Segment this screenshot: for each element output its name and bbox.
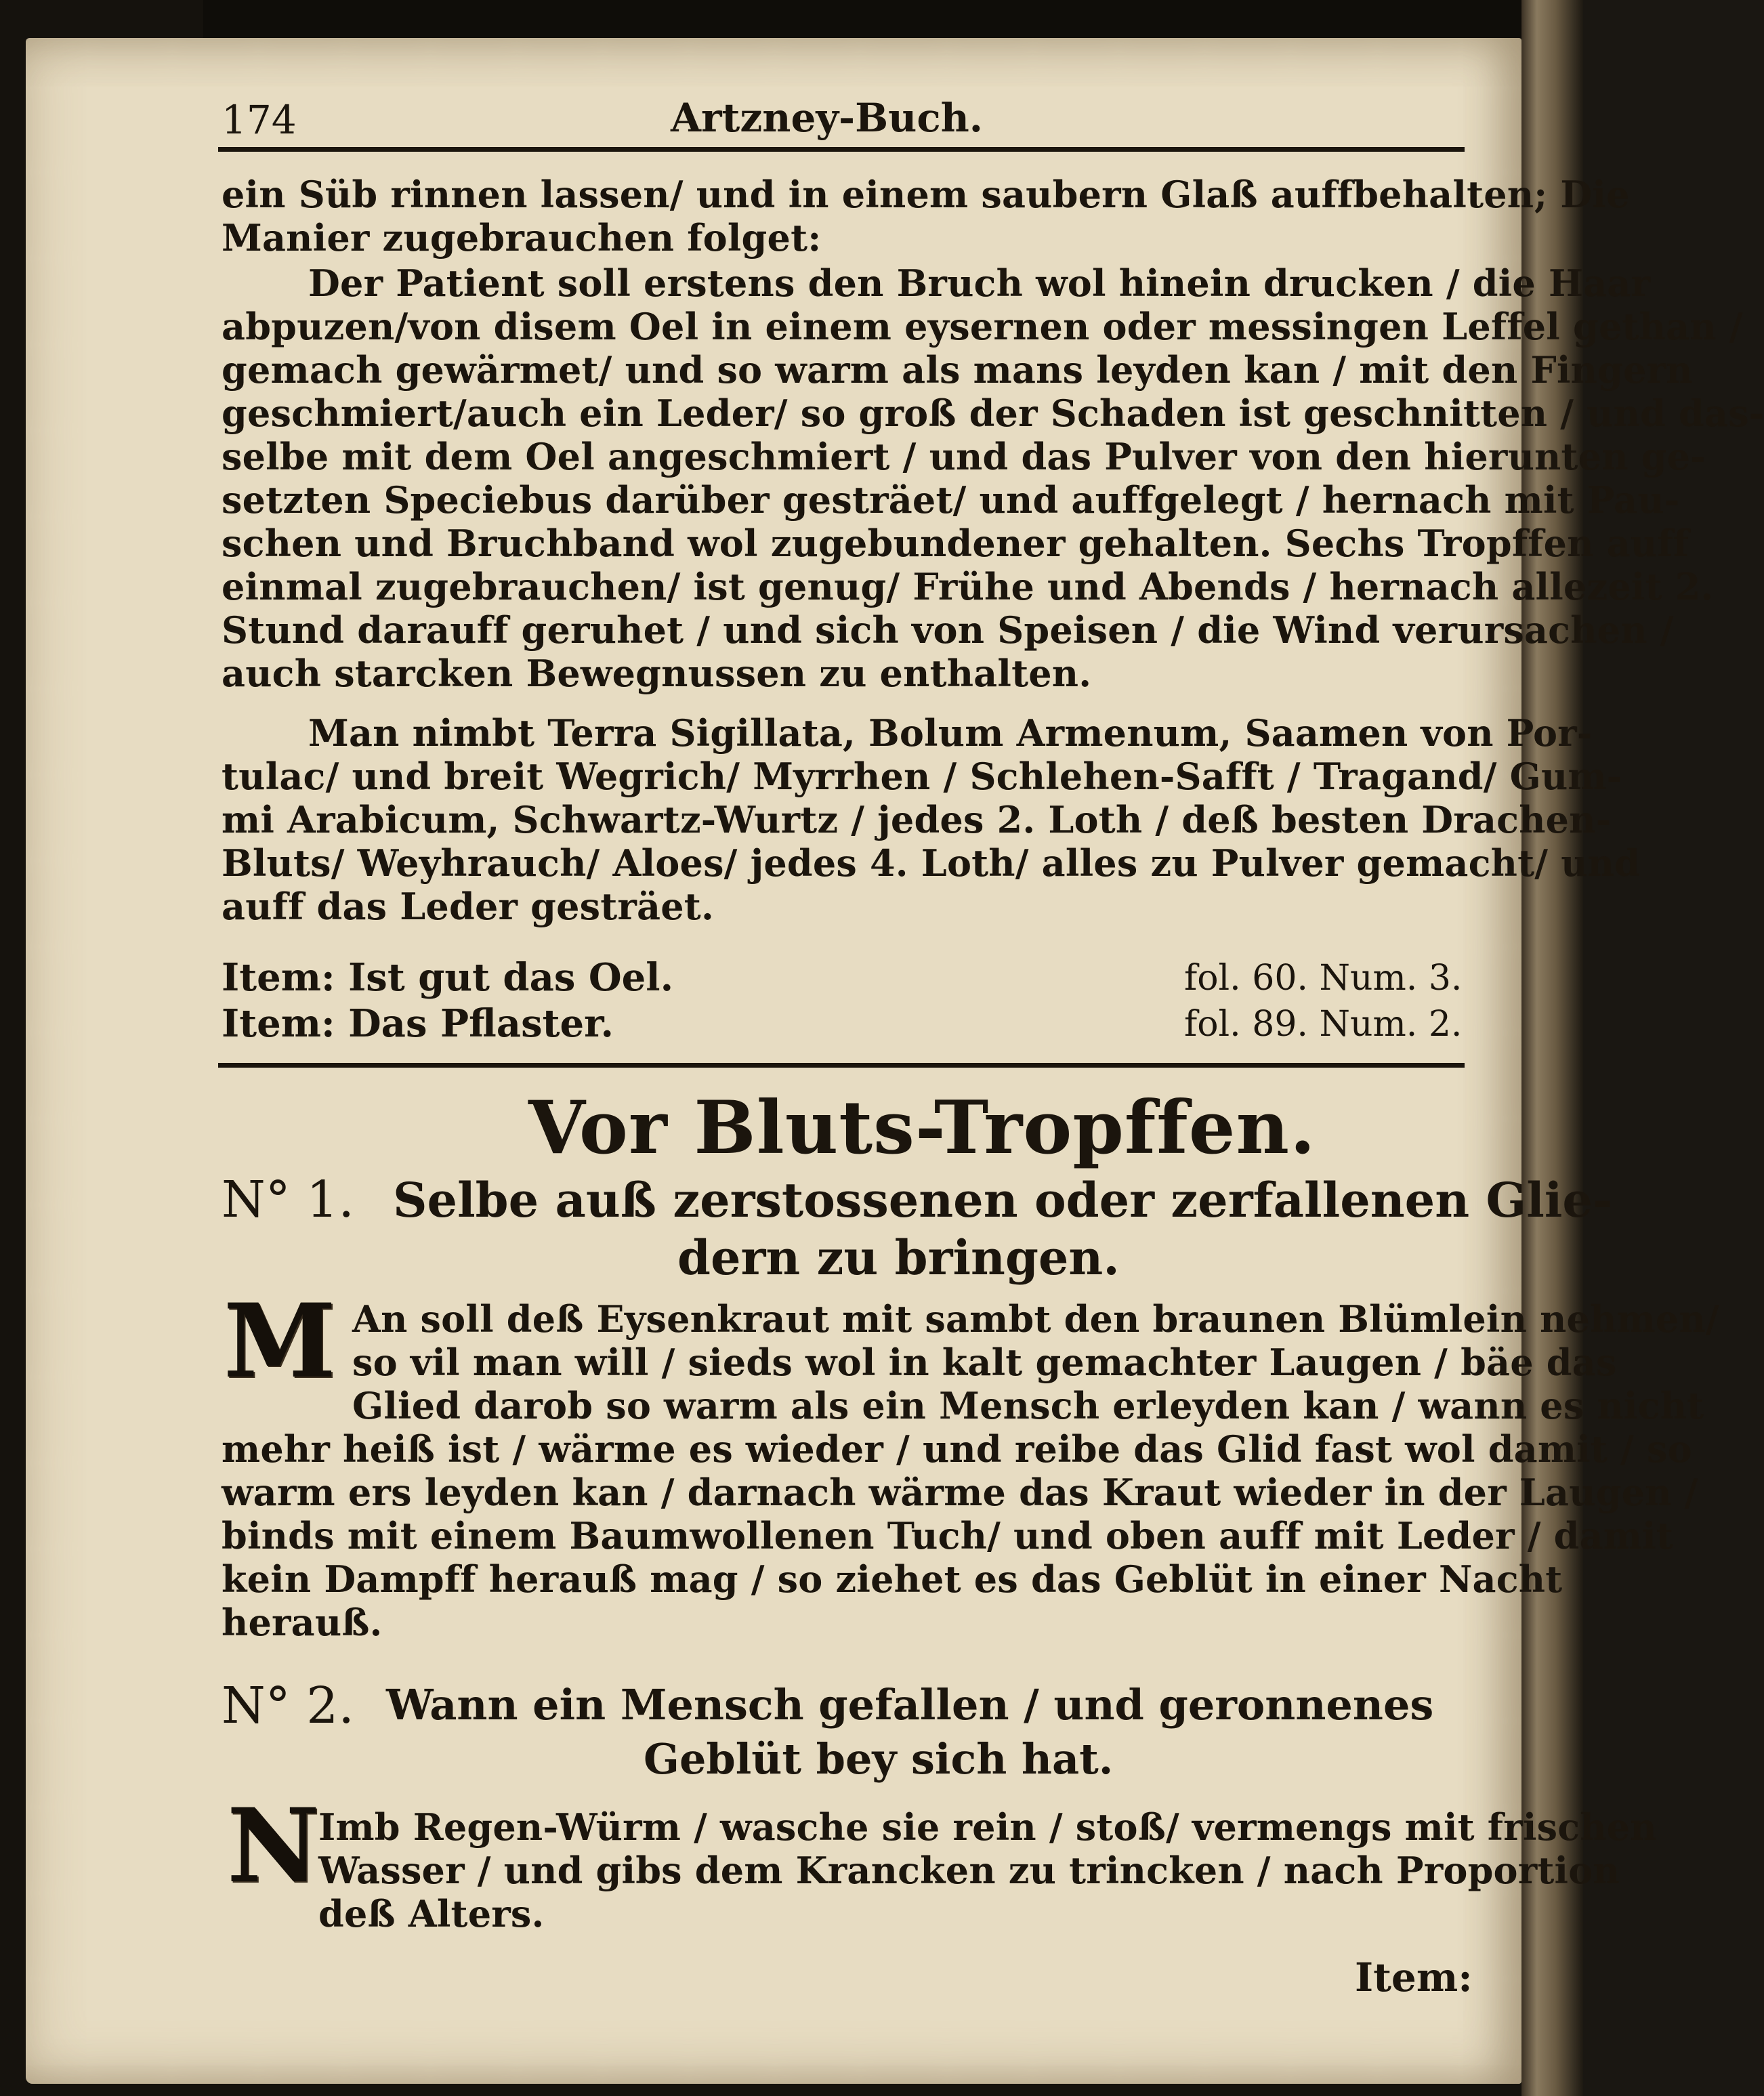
reference-label: Item: Ist gut das Oel.	[222, 955, 674, 1000]
page-number: 174	[222, 97, 297, 143]
ingredients-line: Man nimbt Terra Sigillata, Bolum Armenum, Saamen von Por-	[308, 711, 1593, 755]
reference-location: fol. 89. Num. 2.	[1184, 1004, 1463, 1045]
recipe-title: Wann ein Mensch gefallen / und geronnenes	[386, 1680, 1434, 1730]
catchword: Item:	[1355, 1954, 1473, 2000]
recipe-title: Geblüt bey sich hat.	[644, 1734, 1114, 1784]
section-title: Vor Bluts-Tropffen.	[528, 1085, 1316, 1171]
recipe-number: N° 2.	[222, 1677, 354, 1735]
reference-location: fol. 60. Num. 3.	[1184, 958, 1463, 999]
recipe-line: mehr heiß ist / wärme es wieder / und reibe das Glid fast wol damit / so	[222, 1427, 1692, 1471]
patient-line: selbe mit dem Oel angeschmiert / und das Pulver von den hierunten ge-	[222, 435, 1706, 478]
recipe-line: An soll deß Eysenkraut mit sambt den braunen Blümlein nehmen/	[352, 1297, 1719, 1341]
drop-capital: M	[224, 1282, 337, 1401]
continued-line: Manier zugebrauchen folget:	[222, 216, 822, 259]
patient-line: auch starcken Bewegnussen zu enthalten.	[222, 652, 1092, 695]
section-rule	[218, 1063, 1465, 1068]
patient-line: gemach gewärmet/ und so warm als mans leyden kan / mit den Fingern	[222, 348, 1693, 392]
recipe-line: deß Alters.	[318, 1892, 545, 1935]
recipe-line: herauß.	[222, 1601, 383, 1644]
reference-label: Item: Das Pflaster.	[222, 1001, 614, 1046]
patient-line: setzten Speciebus darüber gesträet/ und auffgelegt / hernach mit Pau-	[222, 478, 1680, 522]
header-rule	[218, 147, 1465, 152]
running-title: Artzney-Buch.	[671, 95, 983, 141]
recipe-line: kein Dampff herauß mag / so ziehet es das Geblüt in einer Nacht	[222, 1557, 1563, 1601]
recipe-line: Glied darob so warm als ein Mensch erleyden kan / wann es nicht	[352, 1384, 1704, 1427]
continued-line: ein Süb rinnen lassen/ und in einem saubern Glaß auffbehalten; Die	[222, 173, 1630, 216]
patient-line: geschmiert/auch ein Leder/ so groß der Schaden ist geschnitten / und das-	[222, 392, 1764, 435]
recipe-title: dern zu bringen.	[677, 1230, 1120, 1286]
recipe-title: Selbe auß zerstossenen oder zerfallenen Glie-	[393, 1172, 1613, 1228]
ingredients-line: auff das Leder gesträet.	[222, 885, 714, 928]
patient-line: Der Patient soll erstens den Bruch wol hinein drucken / die Haar	[308, 261, 1651, 305]
recipe-line: Imb Regen-Würm / wasche sie rein / stoß/ vermengs mit frischen	[318, 1805, 1657, 1849]
recipe-line: Wasser / und gibs dem Krancken zu trincken / nach Proportion	[318, 1849, 1620, 1892]
patient-line: schen und Bruchband wol zugebundener gehalten. Sechs Tropffen auff	[222, 522, 1689, 565]
top-shadow	[203, 0, 1521, 38]
recipe-number: N° 1.	[222, 1171, 354, 1229]
recipe-line: binds mit einem Baumwollenen Tuch/ und oben auff mit Leder / damit	[222, 1514, 1673, 1557]
recipe-line: so vil man will / sieds wol in kalt gemachter Laugen / bäe das	[352, 1341, 1617, 1384]
patient-line: abpuzen/von disem Oel in einem eysernen oder messingen Leffel gethan /	[222, 305, 1743, 348]
ingredients-line: tulac/ und breit Wegrich/ Myrrhen / Schlehen-Safft / Tragand/ Gum-	[222, 755, 1622, 798]
ingredients-line: Bluts/ Weyhrauch/ Aloes/ jedes 4. Loth/ alles zu Pulver gemacht/ und	[222, 841, 1641, 885]
ingredients-line: mi Arabicum, Schwartz-Wurtz / jedes 2. Loth / deß besten Drachen-	[222, 798, 1612, 841]
patient-line: einmal zugebrauchen/ ist genug/ Frühe und Abends / hernach allezeit 2.	[222, 565, 1714, 608]
drop-capital: N	[227, 1786, 320, 1906]
recipe-line: warm ers leyden kan / darnach wärme das Kraut wieder in der Laugen /	[222, 1471, 1698, 1514]
patient-line: Stund darauff geruhet / und sich von Speisen / die Wind verursachen /	[222, 608, 1674, 652]
